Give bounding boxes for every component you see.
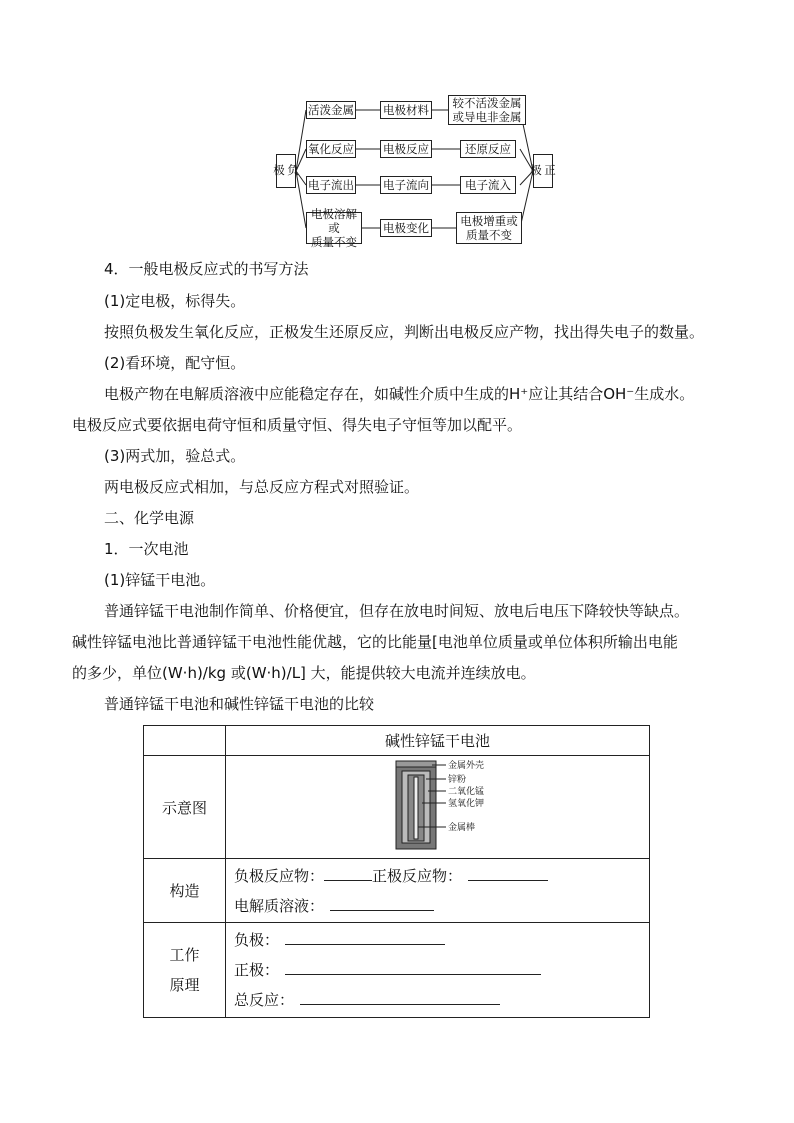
- positive-electrode-label: 正 极: [533, 154, 553, 188]
- neg-electron: 电子流出: [308, 178, 354, 192]
- step-3-text: 两电极反应式相加，与总反应方程式对照验证。: [104, 478, 420, 496]
- pos-reactant-blank[interactable]: [468, 866, 548, 881]
- pos-blank[interactable]: [285, 960, 541, 975]
- principle-pos-line: [226, 955, 649, 985]
- neg-reaction: 氧化反应: [308, 142, 354, 156]
- battery-diagram-cell: [226, 756, 650, 859]
- electrode-diagram: [270, 92, 560, 250]
- structure-line-2: [226, 891, 649, 921]
- pos-reaction: 还原反应: [460, 140, 516, 158]
- negative-electrode-label: 负 极: [276, 154, 296, 188]
- neg-change: 电极溶解或 质量不变: [306, 212, 362, 244]
- principle-label-line2: 原理: [169, 976, 200, 994]
- comparison-caption: 普通锌锰干电池和碱性锌锰干电池的比较: [104, 695, 375, 713]
- pos-label: 正极：: [234, 961, 280, 979]
- electrolyte-blank[interactable]: [330, 896, 434, 911]
- pos-material: 较不活泼金属 或导电非金属: [448, 95, 526, 125]
- step-2-text-a: 电极产物在电解质溶液中应能稳定存在，如碱性介质中生成的H⁺应让其结合OH⁻生成水。: [104, 385, 695, 403]
- total-label: 总反应：: [234, 991, 295, 1009]
- battery-label-zinc: 锌粉: [448, 775, 467, 785]
- structure-row-label: 构造: [144, 859, 226, 923]
- battery-label-shell: 金属外壳: [448, 761, 485, 771]
- center-electron: 电子流向: [380, 176, 432, 194]
- section-2-heading: 二、化学电源: [104, 509, 195, 527]
- zinc-manganese-text-c: 的多少，单位(W·h)/kg 或(W·h)/L] 大，能提供较大电流并连续放电。: [72, 664, 536, 682]
- heading-4: 4．一般电极反应式的书写方法: [104, 260, 309, 278]
- pos-electron: 电子流入: [460, 176, 516, 194]
- diagram-row-label: 示意图: [144, 756, 226, 859]
- center-material: 电极材料: [380, 101, 432, 119]
- table-header: 碱性锌锰干电池: [226, 726, 650, 756]
- battery-label-mno2: 二氧化锰: [448, 787, 485, 797]
- battery-illustration: [376, 757, 556, 857]
- principle-total-line: [226, 985, 649, 1015]
- structure-line-1: [226, 861, 649, 891]
- zinc-manganese-text-b: 碱性锌锰电池比普通锌锰干电池性能优越，它的比能量[电池单位质量或单位体积所输出电能: [72, 633, 678, 651]
- principle-row-label: [144, 923, 226, 1018]
- pos-reactant-label: 正极反应物：: [372, 866, 463, 885]
- step-2-text-b: 电极反应式要依据电荷守恒和质量守恒、得失电子守恒等加以配平。: [72, 416, 523, 434]
- step-3: (3)两式加，验总式。: [104, 447, 246, 465]
- step-1: (1)定电极，标得失。: [104, 292, 246, 310]
- center-change: 电极变化: [380, 219, 432, 237]
- step-2: (2)看环境，配守恒。: [104, 354, 246, 372]
- battery-diagram: [226, 757, 649, 857]
- battery-label-koh: 氢氧化钾: [448, 799, 485, 809]
- electrolyte-label: 电解质溶液：: [234, 896, 325, 915]
- battery-label-rod: 金属棒: [448, 823, 476, 833]
- total-blank[interactable]: [300, 990, 500, 1005]
- neg-blank[interactable]: [285, 930, 445, 945]
- principle-neg-line: [226, 925, 649, 955]
- zinc-manganese-text-a: 普通锌锰干电池制作简单、价格便宜，但存在放电时间短、放电后电压下降较快等缺点。: [104, 602, 690, 620]
- neg-material: 活泼金属: [308, 103, 354, 117]
- neg-label: 负极：: [234, 931, 280, 949]
- comparison-table: [143, 725, 650, 1018]
- table-corner-cell: [144, 726, 226, 756]
- principle-label-line1: 工作: [169, 946, 200, 964]
- primary-battery-heading: 1．一次电池: [104, 540, 189, 558]
- neg-reactant-blank[interactable]: [324, 866, 372, 881]
- step-1-text: 按照负极发生氧化反应，正极发生还原反应，判断出电极反应产物，找出得失电子的数量。: [104, 323, 705, 341]
- neg-reactant-label: 负极反应物：: [234, 866, 325, 885]
- zinc-manganese-heading: (1)锌锰干电池。: [104, 571, 216, 589]
- pos-change: 电极增重或 质量不变: [456, 212, 522, 244]
- center-reaction: 电极反应: [380, 140, 432, 158]
